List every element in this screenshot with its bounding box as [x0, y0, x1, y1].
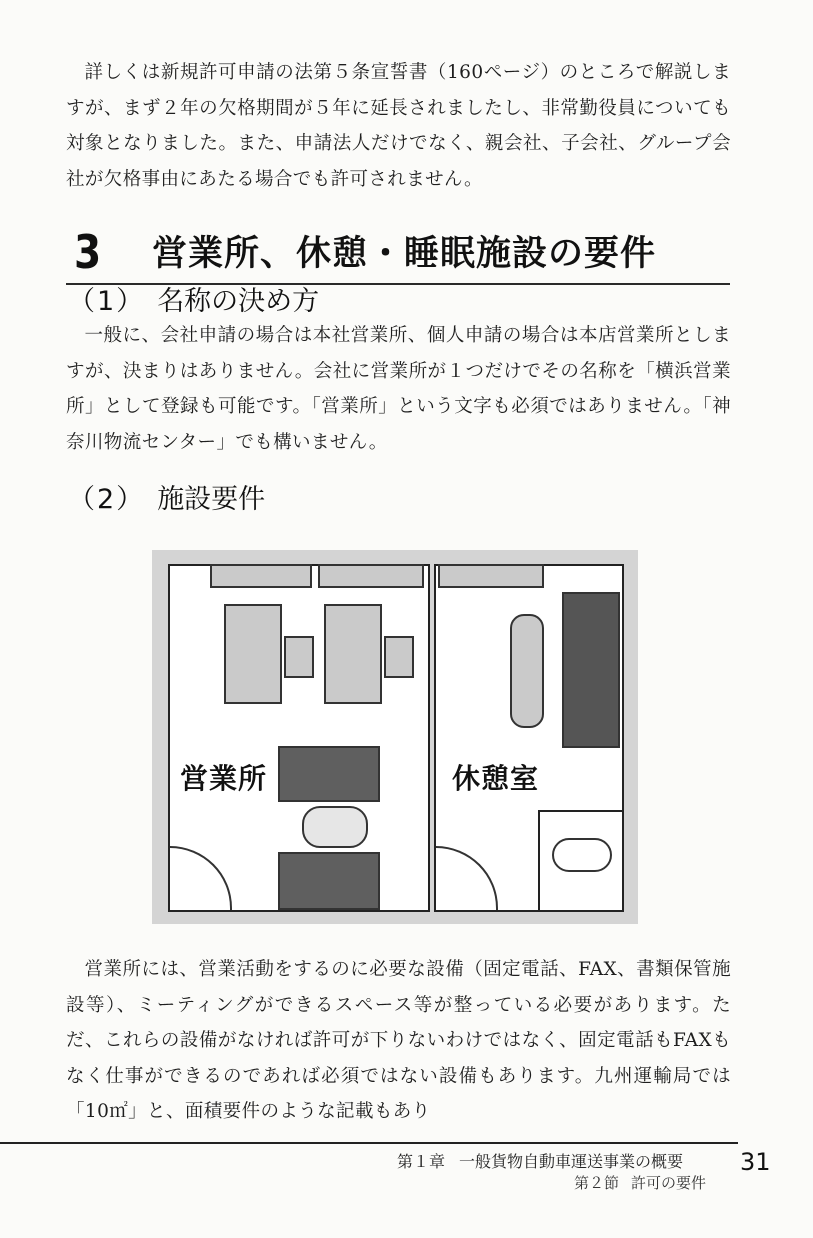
office-desk: [224, 604, 282, 704]
subsection-title: 名称の決め方: [157, 286, 320, 317]
facility-paragraph: 営業所には、営業活動をするのに必要な設備（固定電話、FAX、書類保管施設等）、ミーティングができるスペース等が整っている必要があります。ただ、これらの設備がなければ許可が下りないわけではなく、固定電話もFAXもなく仕事ができるのであれば必須ではない設備もあります。九州運輸局では「10㎡」と、面積要件のような記載もあり: [66, 959, 731, 1122]
footer-section-title: 許可の要件: [631, 1174, 707, 1192]
rest-bed: [562, 592, 620, 748]
naming-paragraph: 一般に、会社申請の場合は本社営業所、個人申請の場合は本店営業所としますが、決まりはありません。会社に営業所が１つだけでその名称を「横浜営業所」として登録も可能です。「営業所」という文字も必須ではありません。「神奈川物流センター」でも構いません。: [66, 325, 731, 453]
office-cabinet: [318, 564, 424, 588]
subsection-title: 施設要件: [157, 484, 266, 515]
rest-sofa: [510, 614, 544, 728]
section-title: 営業所、休憩・睡眠施設の要件: [152, 234, 657, 274]
office-cabinet: [210, 564, 312, 588]
footer-rule: [0, 1142, 738, 1144]
rest-cabinet: [438, 564, 544, 588]
footer-section: [574, 1173, 706, 1193]
floor-plan-figure: [152, 550, 638, 924]
office-chair: [284, 636, 314, 678]
meeting-table: [278, 746, 380, 802]
footer-chapter-number: 第１章: [397, 1152, 446, 1171]
footer-chapter-title: 一般貨物自動車運送事業の概要: [459, 1152, 684, 1171]
subsection-heading-naming: [68, 282, 319, 322]
meeting-sofa: [302, 806, 368, 848]
office-label: 営業所: [180, 762, 268, 795]
section-number: 3: [74, 225, 102, 279]
subsection-number: （1）: [68, 286, 146, 317]
subsection-number: （2）: [68, 484, 146, 515]
subsection-heading-facility: [68, 480, 265, 520]
footer-chapter: [397, 1151, 683, 1173]
page-number: 31: [740, 1148, 771, 1176]
toilet-bowl: [552, 838, 612, 872]
meeting-table: [278, 852, 380, 910]
office-chair: [384, 636, 414, 678]
rest-room-label: 休憩室: [452, 762, 540, 795]
office-desk: [324, 604, 382, 704]
footer-section-number: 第２節: [574, 1174, 620, 1192]
intro-paragraph: 詳しくは新規許可申請の法第５条宣誓書（160ページ）のところで解説しますが、まず２年の欠格期間が５年に延長されましたし、非常勤役員についても対象となりました。また、申請法人だけでなく、親会社、子会社、グループ会社が欠格事由にあたる場合でも許可されません。: [66, 62, 731, 190]
